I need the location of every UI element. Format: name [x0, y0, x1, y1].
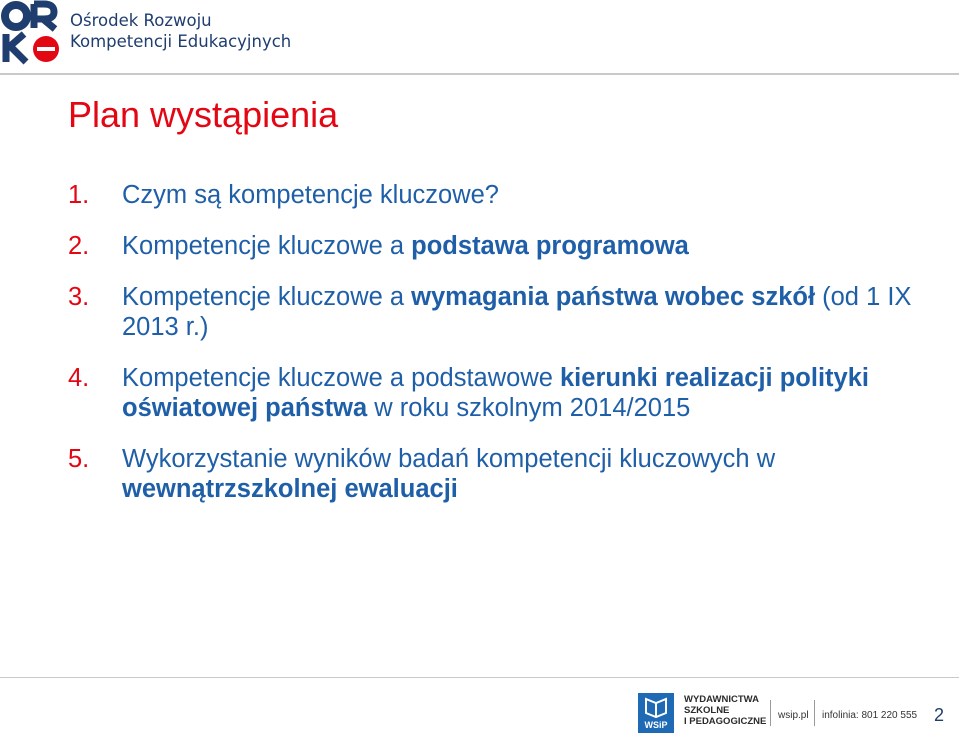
agenda-item-emphasis: wewnątrzszkolnej ewaluacji	[122, 475, 458, 503]
agenda-item-number: 1.	[68, 181, 90, 209]
org-line-2: Kompetencji Edukacyjnych	[70, 32, 292, 51]
agenda-item-emphasis: kierunki realizacji polityki oświatowej państwa	[122, 364, 869, 422]
page-number: 2	[934, 705, 945, 725]
org-line-1: Ośrodek Rozwoju	[70, 11, 212, 30]
agenda-list	[68, 180, 928, 525]
agenda-item-number: 2.	[68, 232, 90, 260]
agenda-item	[68, 282, 928, 342]
agenda-item-number: 3.	[68, 283, 90, 311]
agenda-item-text: (od 1 IX 2013 r.)	[122, 283, 912, 341]
agenda-item	[68, 444, 928, 504]
agenda-item-text: Kompetencje kluczowe a	[122, 232, 412, 260]
slide-title: Plan wystąpienia	[68, 94, 339, 135]
hotline-text: infolinia: 801 220 555	[822, 710, 918, 721]
publisher-line-1: WYDAWNICTWA	[684, 694, 759, 705]
agenda-item-text: Czym są kompetencje kluczowe?	[122, 181, 499, 209]
wsip-logo	[638, 693, 674, 733]
organization-name	[70, 10, 291, 52]
orke-logo	[0, 0, 300, 66]
footer-separator	[770, 700, 771, 726]
footer-separator	[814, 700, 815, 726]
publisher-line-3: I PEDAGOGICZNE	[684, 716, 767, 727]
agenda-item-number: 4.	[68, 364, 90, 392]
agenda-item	[68, 363, 928, 423]
publisher-name	[684, 694, 766, 727]
agenda-item-emphasis: podstawa programowa	[411, 232, 689, 260]
agenda-item-text: Kompetencje kluczowe a podstawowe	[122, 364, 560, 392]
agenda-item-number: 5.	[68, 445, 90, 473]
website-text: wsip.pl	[778, 710, 809, 721]
orke-logo-mark	[0, 0, 66, 66]
publisher-line-2: SZKOLNE	[684, 705, 730, 716]
agenda-item-text: Kompetencje kluczowe a	[122, 283, 412, 311]
agenda-item-text: Wykorzystanie wyników badań kompetencji kluczowych w	[122, 445, 776, 473]
agenda-item-emphasis: wymagania państwa wobec szkół	[411, 283, 816, 311]
agenda-item	[68, 231, 928, 261]
header-divider	[0, 73, 959, 75]
footer-divider	[0, 677, 959, 678]
agenda-item	[68, 180, 928, 210]
book-icon	[638, 693, 674, 719]
agenda-item-text: w roku szkolnym 2014/2015	[367, 394, 691, 422]
wsip-logo-text: WSiP	[644, 720, 668, 730]
